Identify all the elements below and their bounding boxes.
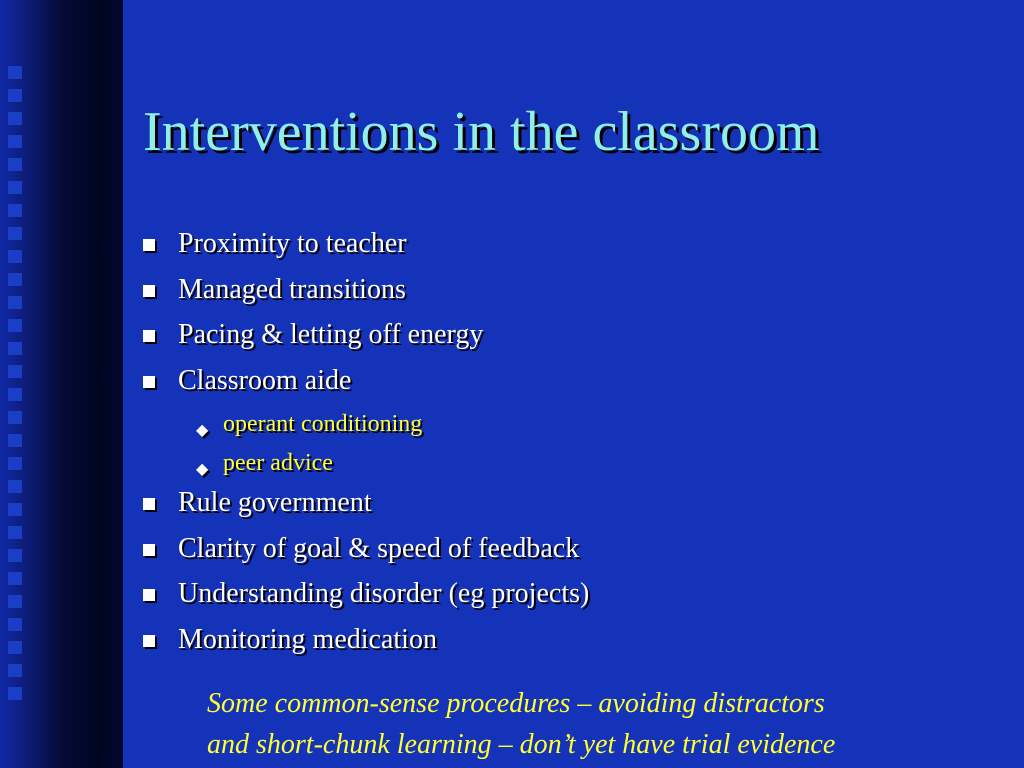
decorative-square [8,135,22,148]
square-bullet-icon [143,239,155,251]
decorative-square [8,526,22,539]
decorative-square [8,204,22,217]
decorative-square [8,549,22,562]
bullet-text: Understanding disorder (eg projects) [178,578,590,609]
decorative-square [8,595,22,608]
bullet-item [143,228,1003,274]
decorative-square [8,250,22,263]
square-bullet-icon [143,498,155,510]
decorative-square-column [8,66,24,756]
diamond-bullet-icon: ◆ [196,420,209,439]
sub-bullet-text: peer advice [223,449,333,476]
footnote-line: and short-chunk learning – don’t yet have trial evidence [207,729,836,760]
decorative-square [8,89,22,102]
bullet-item [143,533,1003,579]
decorative-square [8,227,22,240]
sub-bullet-item [143,449,1003,488]
decorative-square [8,319,22,332]
decorative-square [8,158,22,171]
decorative-square [8,503,22,516]
decorative-square [8,618,22,631]
square-bullet-icon [143,376,155,388]
bullet-text: Managed transitions [178,273,406,305]
decorative-left-strip [0,0,123,768]
square-bullet-icon [143,330,155,342]
decorative-square [8,365,22,378]
square-bullet-icon [143,544,155,556]
decorative-square [8,664,22,677]
bullet-text: Pacing & letting off energy [178,319,484,350]
decorative-square [8,342,22,355]
decorative-square [8,434,22,447]
decorative-square [8,388,22,401]
diamond-bullet-icon: ◆ [196,458,209,478]
bullet-item [143,624,1003,670]
decorative-square [8,66,22,79]
sub-bullet-text: operant conditioning [223,411,423,437]
decorative-square [8,572,22,585]
square-bullet-icon [143,635,155,647]
decorative-square [8,457,22,470]
square-bullet-icon [143,589,155,601]
decorative-square [8,296,22,309]
bullet-text: Rule government [178,487,372,518]
bullet-text: Clarity of goal & speed of feedback [178,532,580,564]
bullet-item [143,319,1003,365]
bullet-text: Classroom aide [178,364,352,396]
decorative-square [8,411,22,424]
decorative-square [8,641,22,654]
footnote-line: Some common-sense procedures – avoiding distractors [207,688,825,719]
square-bullet-icon [143,285,155,297]
bullet-text: Monitoring medication [178,623,437,655]
slide-title: Interventions in the classroom [143,101,820,163]
bullet-item [143,365,1003,411]
decorative-square [8,112,22,125]
bullet-item [143,578,1003,624]
bullet-text: Proximity to teacher [178,228,407,259]
decorative-square [8,687,22,700]
bullet-list [143,228,1003,669]
decorative-square [8,273,22,286]
sub-bullet-item [143,410,1003,449]
bullet-item [143,487,1003,533]
decorative-square [8,480,22,493]
footnote-text [207,683,1007,765]
bullet-item [143,274,1003,320]
decorative-square [8,181,22,194]
